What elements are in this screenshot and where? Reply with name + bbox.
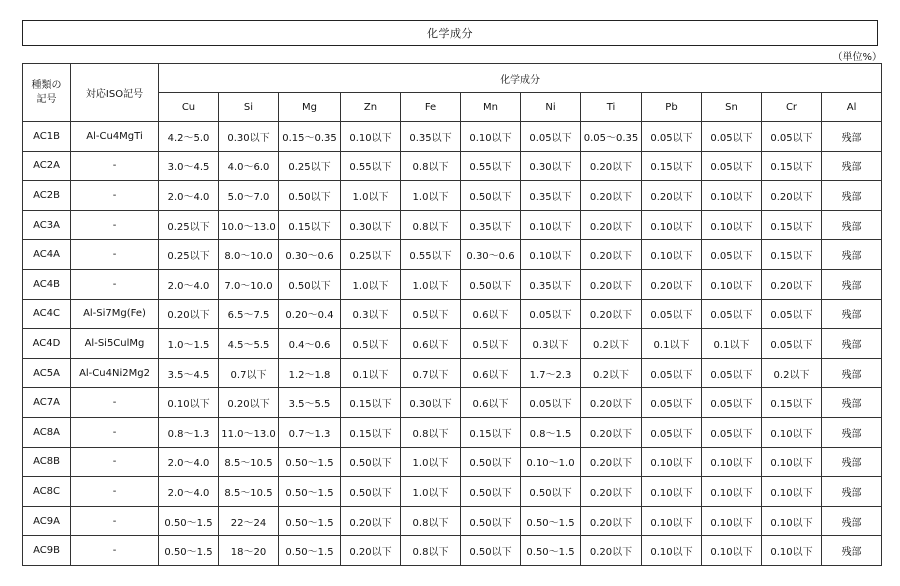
cell-fe: 1.0以下 [401, 447, 461, 477]
cell-cr: 0.10以下 [762, 417, 822, 447]
cell-cr: 0.05以下 [762, 329, 822, 359]
cell-iso: - [71, 240, 159, 270]
cell-mg: 0.20～0.4 [279, 299, 341, 329]
header-kind-line2: 記号 [36, 93, 57, 105]
table-row [23, 477, 882, 507]
cell-mn: 0.6以下 [461, 358, 521, 388]
cell-zn: 0.15以下 [341, 417, 401, 447]
cell-mg: 0.50～1.5 [279, 536, 341, 566]
cell-code: AC9B [23, 536, 71, 566]
cell-al: 残部 [822, 122, 882, 152]
cell-mn: 0.30～0.6 [461, 240, 521, 270]
cell-ti: 0.20以下 [581, 536, 642, 566]
header-element-cu: Cu [159, 93, 219, 122]
cell-mg: 0.30～0.6 [279, 240, 341, 270]
cell-ni: 0.50以下 [521, 477, 581, 507]
cell-ni: 0.30以下 [521, 151, 581, 181]
cell-ti: 0.20以下 [581, 210, 642, 240]
cell-mg: 0.50以下 [279, 269, 341, 299]
header-iso: 対応ISO記号 [71, 64, 159, 122]
cell-iso: - [71, 210, 159, 240]
cell-code: AC4A [23, 240, 71, 270]
cell-iso: - [71, 269, 159, 299]
cell-mg: 0.15以下 [279, 210, 341, 240]
cell-code: AC8B [23, 447, 71, 477]
cell-cr: 0.15以下 [762, 210, 822, 240]
cell-zn: 0.50以下 [341, 447, 401, 477]
table-row [23, 388, 882, 418]
cell-mn: 0.50以下 [461, 269, 521, 299]
cell-sn: 0.10以下 [702, 536, 762, 566]
table-row [23, 506, 882, 536]
cell-ti: 0.20以下 [581, 269, 642, 299]
cell-zn: 0.20以下 [341, 506, 401, 536]
cell-code: AC4D [23, 329, 71, 359]
cell-mg: 0.50～1.5 [279, 447, 341, 477]
cell-cr: 0.05以下 [762, 122, 822, 152]
cell-cu: 2.0～4.0 [159, 447, 219, 477]
cell-al: 残部 [822, 477, 882, 507]
cell-iso: - [71, 388, 159, 418]
cell-zn: 0.5以下 [341, 329, 401, 359]
cell-pb: 0.10以下 [642, 477, 702, 507]
cell-pb: 0.05以下 [642, 417, 702, 447]
cell-si: 0.7以下 [219, 358, 279, 388]
cell-fe: 0.35以下 [401, 122, 461, 152]
cell-cr: 0.15以下 [762, 388, 822, 418]
cell-iso: Al-Cu4MgTi [71, 122, 159, 152]
table-row [23, 447, 882, 477]
cell-cu: 3.0～4.5 [159, 151, 219, 181]
cell-ni: 0.50～1.5 [521, 506, 581, 536]
cell-mg: 0.50～1.5 [279, 506, 341, 536]
cell-sn: 0.10以下 [702, 506, 762, 536]
table-row [23, 240, 882, 270]
cell-si: 4.0～6.0 [219, 151, 279, 181]
cell-cu: 4.2～5.0 [159, 122, 219, 152]
cell-pb: 0.10以下 [642, 506, 702, 536]
cell-zn: 0.55以下 [341, 151, 401, 181]
cell-code: AC3A [23, 210, 71, 240]
cell-sn: 0.05以下 [702, 151, 762, 181]
cell-sn: 0.10以下 [702, 269, 762, 299]
cell-ni: 0.35以下 [521, 269, 581, 299]
cell-si: 8.5～10.5 [219, 477, 279, 507]
cell-code: AC1B [23, 122, 71, 152]
cell-ni: 0.10以下 [521, 210, 581, 240]
cell-code: AC8A [23, 417, 71, 447]
cell-pb: 0.05以下 [642, 122, 702, 152]
cell-mn: 0.50以下 [461, 181, 521, 211]
cell-mn: 0.15以下 [461, 417, 521, 447]
cell-cr: 0.10以下 [762, 536, 822, 566]
cell-pb: 0.10以下 [642, 536, 702, 566]
cell-mg: 3.5～5.5 [279, 388, 341, 418]
cell-fe: 1.0以下 [401, 477, 461, 507]
cell-ni: 0.50～1.5 [521, 536, 581, 566]
cell-zn: 0.15以下 [341, 388, 401, 418]
cell-si: 7.0～10.0 [219, 269, 279, 299]
cell-code: AC4B [23, 269, 71, 299]
cell-cr: 0.2以下 [762, 358, 822, 388]
cell-zn: 1.0以下 [341, 181, 401, 211]
cell-cu: 3.5～4.5 [159, 358, 219, 388]
cell-cu: 2.0～4.0 [159, 269, 219, 299]
cell-pb: 0.20以下 [642, 181, 702, 211]
header-element-mg: Mg [279, 93, 341, 122]
cell-al: 残部 [822, 210, 882, 240]
table-body [23, 122, 882, 566]
cell-pb: 0.15以下 [642, 151, 702, 181]
cell-code: AC2A [23, 151, 71, 181]
cell-mn: 0.50以下 [461, 477, 521, 507]
header-element-mn: Mn [461, 93, 521, 122]
cell-sn: 0.05以下 [702, 417, 762, 447]
cell-ni: 0.35以下 [521, 181, 581, 211]
header-element-ni: Ni [521, 93, 581, 122]
cell-mn: 0.50以下 [461, 506, 521, 536]
cell-ti: 0.20以下 [581, 151, 642, 181]
cell-iso: - [71, 181, 159, 211]
table-row [23, 329, 882, 359]
cell-si: 6.5～7.5 [219, 299, 279, 329]
cell-mn: 0.5以下 [461, 329, 521, 359]
chemical-composition-table [22, 63, 882, 566]
cell-fe: 0.8以下 [401, 151, 461, 181]
cell-zn: 0.50以下 [341, 477, 401, 507]
cell-al: 残部 [822, 447, 882, 477]
cell-ti: 0.2以下 [581, 329, 642, 359]
cell-ti: 0.05～0.35 [581, 122, 642, 152]
header-element-pb: Pb [642, 93, 702, 122]
cell-zn: 1.0以下 [341, 269, 401, 299]
cell-iso: - [71, 151, 159, 181]
cell-cu: 2.0～4.0 [159, 477, 219, 507]
cell-cr: 0.10以下 [762, 447, 822, 477]
cell-mn: 0.50以下 [461, 536, 521, 566]
table-row [23, 358, 882, 388]
cell-al: 残部 [822, 358, 882, 388]
cell-cr: 0.20以下 [762, 181, 822, 211]
cell-cu: 0.50～1.5 [159, 536, 219, 566]
cell-ni: 0.3以下 [521, 329, 581, 359]
cell-ti: 0.20以下 [581, 477, 642, 507]
cell-si: 8.0～10.0 [219, 240, 279, 270]
cell-al: 残部 [822, 269, 882, 299]
cell-pb: 0.10以下 [642, 240, 702, 270]
cell-sn: 0.05以下 [702, 388, 762, 418]
cell-ti: 0.2以下 [581, 358, 642, 388]
cell-zn: 0.20以下 [341, 536, 401, 566]
cell-sn: 0.10以下 [702, 447, 762, 477]
cell-mg: 0.7～1.3 [279, 417, 341, 447]
cell-iso: - [71, 477, 159, 507]
cell-fe: 0.8以下 [401, 210, 461, 240]
cell-pb: 0.05以下 [642, 358, 702, 388]
cell-iso: - [71, 447, 159, 477]
cell-ti: 0.20以下 [581, 447, 642, 477]
cell-fe: 0.5以下 [401, 299, 461, 329]
cell-al: 残部 [822, 329, 882, 359]
cell-sn: 0.05以下 [702, 240, 762, 270]
cell-code: AC2B [23, 181, 71, 211]
cell-mg: 0.50以下 [279, 181, 341, 211]
cell-pb: 0.10以下 [642, 447, 702, 477]
cell-mg: 0.15～0.35 [279, 122, 341, 152]
cell-cu: 1.0～1.5 [159, 329, 219, 359]
cell-ni: 0.8～1.5 [521, 417, 581, 447]
header-element-cr: Cr [762, 93, 822, 122]
table-row [23, 536, 882, 566]
table-row [23, 181, 882, 211]
cell-cr: 0.15以下 [762, 240, 822, 270]
cell-ni: 0.10～1.0 [521, 447, 581, 477]
cell-zn: 0.25以下 [341, 240, 401, 270]
cell-mn: 0.10以下 [461, 122, 521, 152]
cell-mg: 0.4～0.6 [279, 329, 341, 359]
cell-ti: 0.20以下 [581, 181, 642, 211]
cell-sn: 0.05以下 [702, 122, 762, 152]
table-row [23, 299, 882, 329]
cell-iso: Al-Si7Mg(Fe) [71, 299, 159, 329]
cell-cr: 0.15以下 [762, 151, 822, 181]
cell-ti: 0.20以下 [581, 240, 642, 270]
header-element-sn: Sn [702, 93, 762, 122]
header-element-si: Si [219, 93, 279, 122]
cell-fe: 0.8以下 [401, 536, 461, 566]
cell-code: AC8C [23, 477, 71, 507]
cell-ni: 1.7～2.3 [521, 358, 581, 388]
cell-mn: 0.6以下 [461, 299, 521, 329]
cell-cr: 0.20以下 [762, 269, 822, 299]
cell-mn: 0.6以下 [461, 388, 521, 418]
cell-mg: 0.25以下 [279, 151, 341, 181]
cell-si: 22～24 [219, 506, 279, 536]
cell-al: 残部 [822, 299, 882, 329]
cell-code: AC9A [23, 506, 71, 536]
table-row [23, 122, 882, 152]
table-row [23, 269, 882, 299]
cell-cu: 0.50～1.5 [159, 506, 219, 536]
cell-fe: 1.0以下 [401, 269, 461, 299]
cell-pb: 0.1以下 [642, 329, 702, 359]
header-element-fe: Fe [401, 93, 461, 122]
cell-code: AC7A [23, 388, 71, 418]
cell-al: 残部 [822, 417, 882, 447]
cell-mn: 0.55以下 [461, 151, 521, 181]
cell-code: AC5A [23, 358, 71, 388]
cell-fe: 0.30以下 [401, 388, 461, 418]
cell-sn: 0.1以下 [702, 329, 762, 359]
header-kind-line1: 種類の [31, 79, 62, 91]
cell-al: 残部 [822, 536, 882, 566]
cell-sn: 0.05以下 [702, 358, 762, 388]
cell-pb: 0.20以下 [642, 269, 702, 299]
cell-cu: 0.20以下 [159, 299, 219, 329]
cell-cu: 0.25以下 [159, 210, 219, 240]
cell-al: 残部 [822, 151, 882, 181]
cell-fe: 1.0以下 [401, 181, 461, 211]
cell-si: 0.30以下 [219, 122, 279, 152]
cell-fe: 0.55以下 [401, 240, 461, 270]
header-element-ti: Ti [581, 93, 642, 122]
cell-cr: 0.10以下 [762, 477, 822, 507]
header-element-al: Al [822, 93, 882, 122]
table-row [23, 210, 882, 240]
cell-fe: 0.8以下 [401, 417, 461, 447]
cell-fe: 0.7以下 [401, 358, 461, 388]
cell-sn: 0.10以下 [702, 477, 762, 507]
cell-sn: 0.10以下 [702, 181, 762, 211]
cell-si: 8.5～10.5 [219, 447, 279, 477]
table-row [23, 417, 882, 447]
cell-pb: 0.05以下 [642, 388, 702, 418]
cell-zn: 0.30以下 [341, 210, 401, 240]
cell-al: 残部 [822, 388, 882, 418]
cell-si: 18～20 [219, 536, 279, 566]
cell-ni: 0.05以下 [521, 388, 581, 418]
cell-iso: - [71, 417, 159, 447]
table-row [23, 151, 882, 181]
cell-cr: 0.10以下 [762, 506, 822, 536]
cell-al: 残部 [822, 240, 882, 270]
cell-si: 11.0～13.0 [219, 417, 279, 447]
cell-zn: 0.10以下 [341, 122, 401, 152]
cell-ti: 0.20以下 [581, 417, 642, 447]
cell-pb: 0.05以下 [642, 299, 702, 329]
cell-mg: 0.50～1.5 [279, 477, 341, 507]
cell-ti: 0.20以下 [581, 506, 642, 536]
cell-iso: - [71, 536, 159, 566]
cell-zn: 0.1以下 [341, 358, 401, 388]
cell-si: 4.5～5.5 [219, 329, 279, 359]
cell-pb: 0.10以下 [642, 210, 702, 240]
cell-si: 0.20以下 [219, 388, 279, 418]
cell-zn: 0.3以下 [341, 299, 401, 329]
cell-mg: 1.2～1.8 [279, 358, 341, 388]
unit-label: （単位%） [832, 52, 882, 63]
cell-iso: Al-Cu4Ni2Mg2 [71, 358, 159, 388]
cell-ni: 0.05以下 [521, 299, 581, 329]
cell-cu: 2.0～4.0 [159, 181, 219, 211]
cell-fe: 0.8以下 [401, 506, 461, 536]
cell-cu: 0.8～1.3 [159, 417, 219, 447]
cell-mn: 0.35以下 [461, 210, 521, 240]
cell-al: 残部 [822, 181, 882, 211]
cell-cu: 0.10以下 [159, 388, 219, 418]
cell-ti: 0.20以下 [581, 299, 642, 329]
header-element-zn: Zn [341, 93, 401, 122]
cell-ni: 0.05以下 [521, 122, 581, 152]
cell-iso: - [71, 506, 159, 536]
cell-sn: 0.10以下 [702, 210, 762, 240]
cell-ni: 0.10以下 [521, 240, 581, 270]
cell-fe: 0.6以下 [401, 329, 461, 359]
table-title: 化学成分 [22, 20, 878, 46]
cell-cu: 0.25以下 [159, 240, 219, 270]
cell-cr: 0.05以下 [762, 299, 822, 329]
cell-code: AC4C [23, 299, 71, 329]
cell-sn: 0.05以下 [702, 299, 762, 329]
cell-si: 5.0～7.0 [219, 181, 279, 211]
header-group: 化学成分 [159, 64, 882, 93]
cell-al: 残部 [822, 506, 882, 536]
cell-ti: 0.20以下 [581, 388, 642, 418]
header-kind [23, 64, 71, 122]
cell-mn: 0.50以下 [461, 447, 521, 477]
cell-iso: Al-Si5CulMg [71, 329, 159, 359]
cell-si: 10.0～13.0 [219, 210, 279, 240]
